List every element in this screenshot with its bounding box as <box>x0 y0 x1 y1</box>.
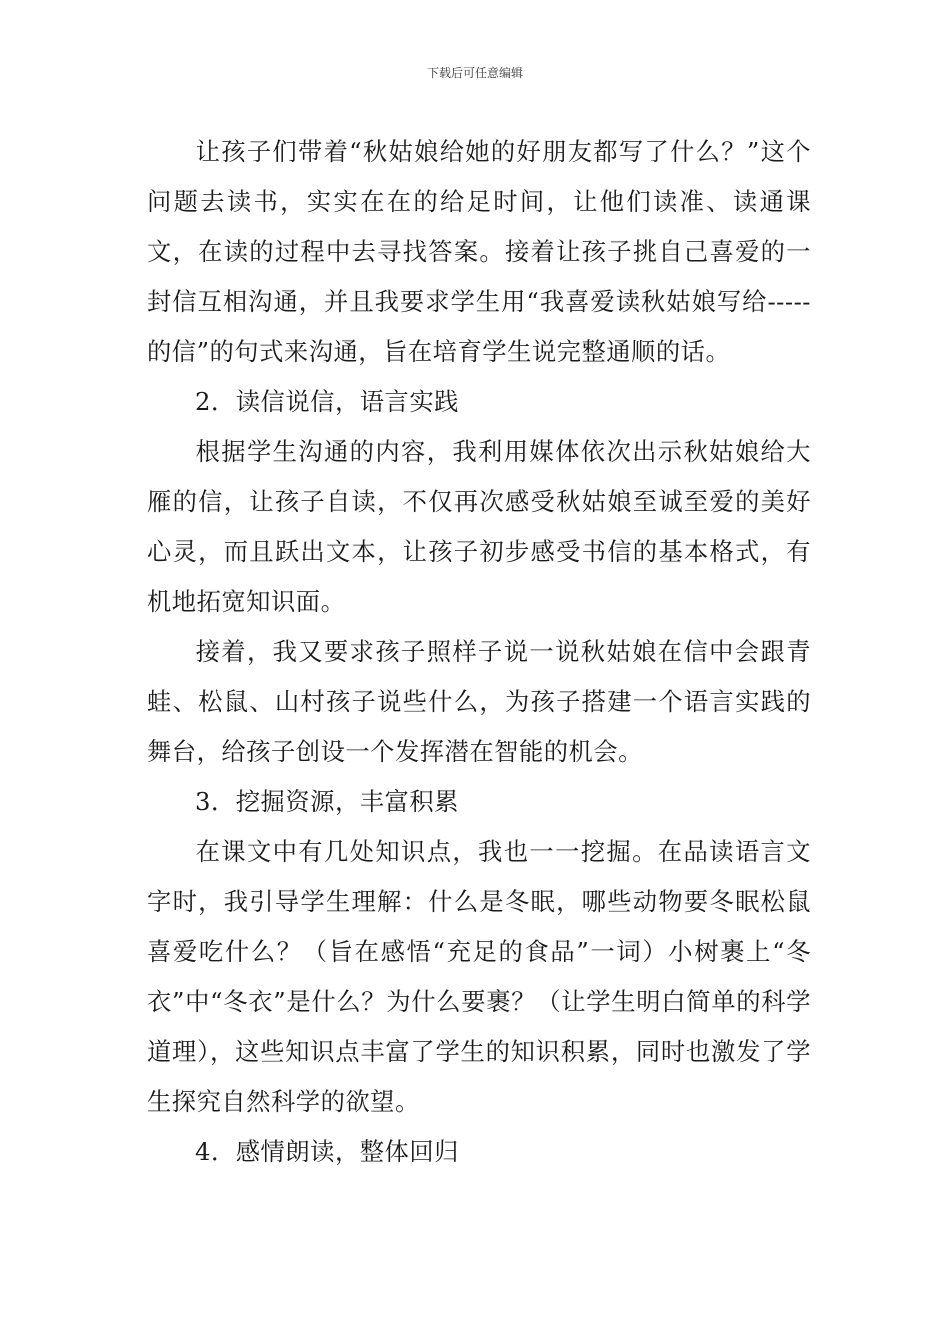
page-header: 下载后可任意编辑 <box>426 66 523 80</box>
section-heading-4: 4．感情朗读，整体回归 <box>195 1137 459 1166</box>
paragraph-letter-media: 根据学生沟通的内容，我利用媒体依次出示秋姑娘给大雁的信，让孩子自读，不仅再次感受秋姑娘至诚至爱的美好心灵，而且跃出文本，让孩子初步感受书信的基本格式，有机地拓宽知识面。 <box>147 437 811 616</box>
section-heading-3: 3．挖掘资源，丰富积累 <box>195 787 459 816</box>
section-heading-2: 2．读信说信，语言实践 <box>195 387 459 416</box>
document-body <box>147 127 811 1177</box>
paragraph-reading-questions: 让孩子们带着“秋姑娘给她的好朋友都写了什么？”这个问题去读书，实实在在的给足时间，让他们读准、读通课文，在读的过程中去寻找答案。接着让孩子挑自己喜爱的一封信互相沟通，并且我要求学生用“我喜爱读秋姑娘写给-----的信”的句式来沟通，旨在培育学生说完整通顺的话。 <box>147 137 811 366</box>
paragraph-speaking-practice: 接着，我又要求孩子照样子说一说秋姑娘在信中会跟青蛙、松鼠、山村孩子说些什么，为孩子搭建一个语言实践的舞台，给孩子创设一个发挥潜在智能的机会。 <box>147 637 811 766</box>
paragraph-knowledge-points: 在课文中有几处知识点，我也一一挖掘。在品读语言文字时，我引导学生理解：什么是冬眠，哪些动物要冬眠松鼠喜爱吃什么？（旨在感悟“充足的食品”一词）小树裹上“冬衣”中“冬衣”是什么？为什么要裹？（让学生明白简单的科学道理），这些知识点丰富了学生的知识积累，同时也激发了学生探究自然科学的欲望。 <box>147 837 811 1116</box>
